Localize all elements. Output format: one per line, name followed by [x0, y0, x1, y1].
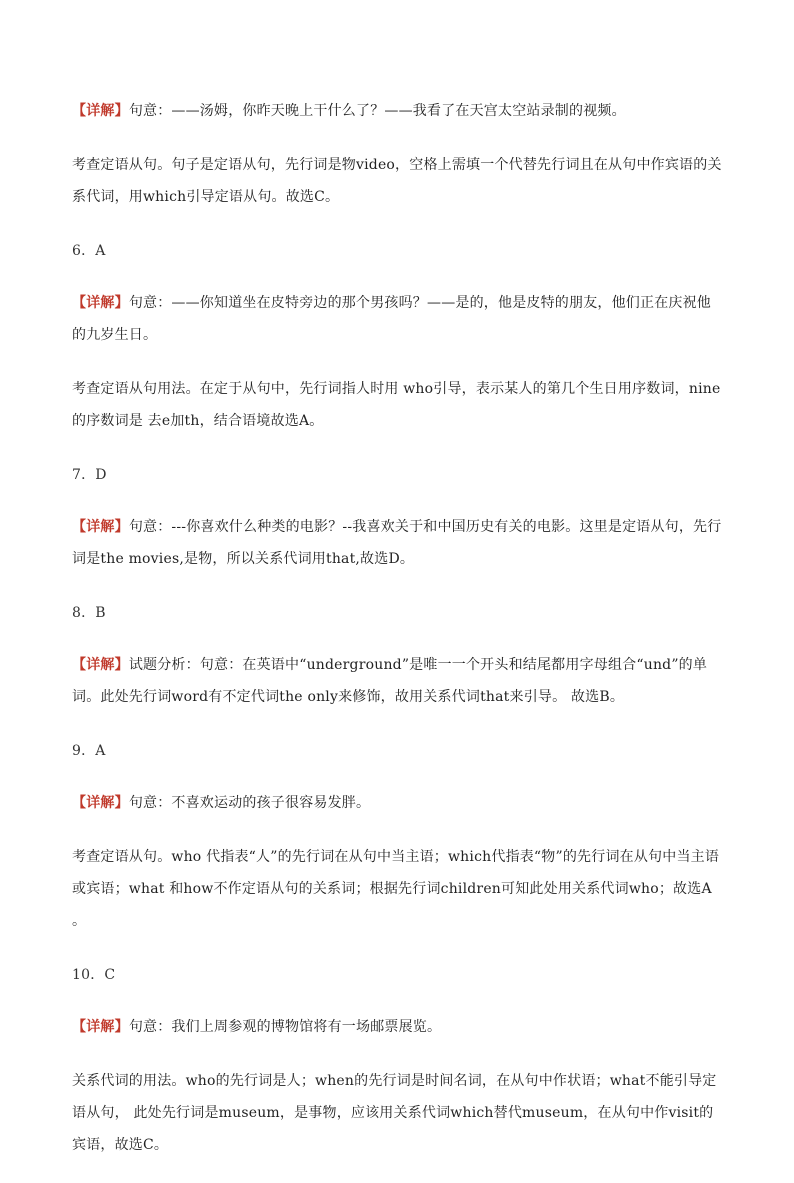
document-page	[72, 95, 724, 1183]
detail-paragraph	[72, 787, 724, 819]
answer-number: 6．A	[72, 243, 106, 259]
detail-tag: 【详解】	[72, 1019, 129, 1035]
answer-number: 7．D	[72, 467, 107, 483]
detail-text: 句意：我们上周参观的博物馆将有一场邮票展览。	[128, 1019, 442, 1035]
detail-paragraph	[72, 1011, 724, 1043]
answer-number: 8．B	[72, 605, 106, 621]
detail-text: 句意：——你知道坐在皮特旁边的那个男孩吗？——是的，他是皮特的朋友，他们正在庆祝他的九岁生日。	[72, 295, 712, 343]
detail-tag: 【详解】	[72, 795, 129, 811]
detail-paragraph	[72, 95, 724, 127]
detail-text: 句意：——汤姆，你昨天晚上干什么了？——我看了在天宫太空站录制的视频。	[128, 103, 626, 119]
explanation-paragraph: 考查定语从句。句子是定语从句，先行词是物video，空格上需填一个代替先行词且在从句中作宾语的关系代词，用which引导定语从句。故选C。	[72, 157, 722, 205]
detail-tag: 【详解】	[72, 657, 129, 673]
detail-paragraph	[72, 511, 724, 575]
detail-text: 句意：不喜欢运动的孩子很容易发胖。	[128, 795, 371, 811]
detail-text: 句意：---你喜欢什么种类的电影？--我喜欢关于和中国历史有关的电影。这里是定语从句，先行词是the movies,是物，所以关系代词用that,故选D。	[72, 519, 722, 567]
detail-tag: 【详解】	[72, 519, 129, 535]
explanation-paragraph: 考查定语从句。who 代指表“人”的先行词在从句中当主语；which代指表“物”的先行词在从句中当主语或宾语；what 和how不作定语从句的关系词；根据先行词children可知此处用关系代词who；故选A 。	[72, 849, 720, 929]
detail-tag: 【详解】	[72, 295, 129, 311]
answer-number: 9．A	[72, 743, 106, 759]
detail-paragraph	[72, 287, 724, 351]
explanation-paragraph: 考查定语从句用法。在定于从句中，先行词指人时用 who引导，表示某人的第几个生日用序数词，nine的序数词是 去e加th，结合语境故选A。	[72, 381, 721, 429]
detail-text: 试题分析：句意：在英语中“underground”是唯一一个开头和结尾都用字母组合“und”的单词。此处先行词word有不定代词the only来修饰，故用关系代词that来引导。 故选B。	[72, 657, 708, 705]
detail-tag: 【详解】	[72, 103, 129, 119]
explanation-paragraph: 关系代词的用法。who的先行词是人；when的先行词是时间名词，在从句中作状语；what不能引导定语从句， 此处先行词是museum，是事物，应该用关系代词which替代museum，在从句中作visit的宾语，故选C。	[72, 1073, 717, 1153]
answer-number: 10．C	[72, 967, 116, 983]
detail-paragraph	[72, 649, 724, 713]
